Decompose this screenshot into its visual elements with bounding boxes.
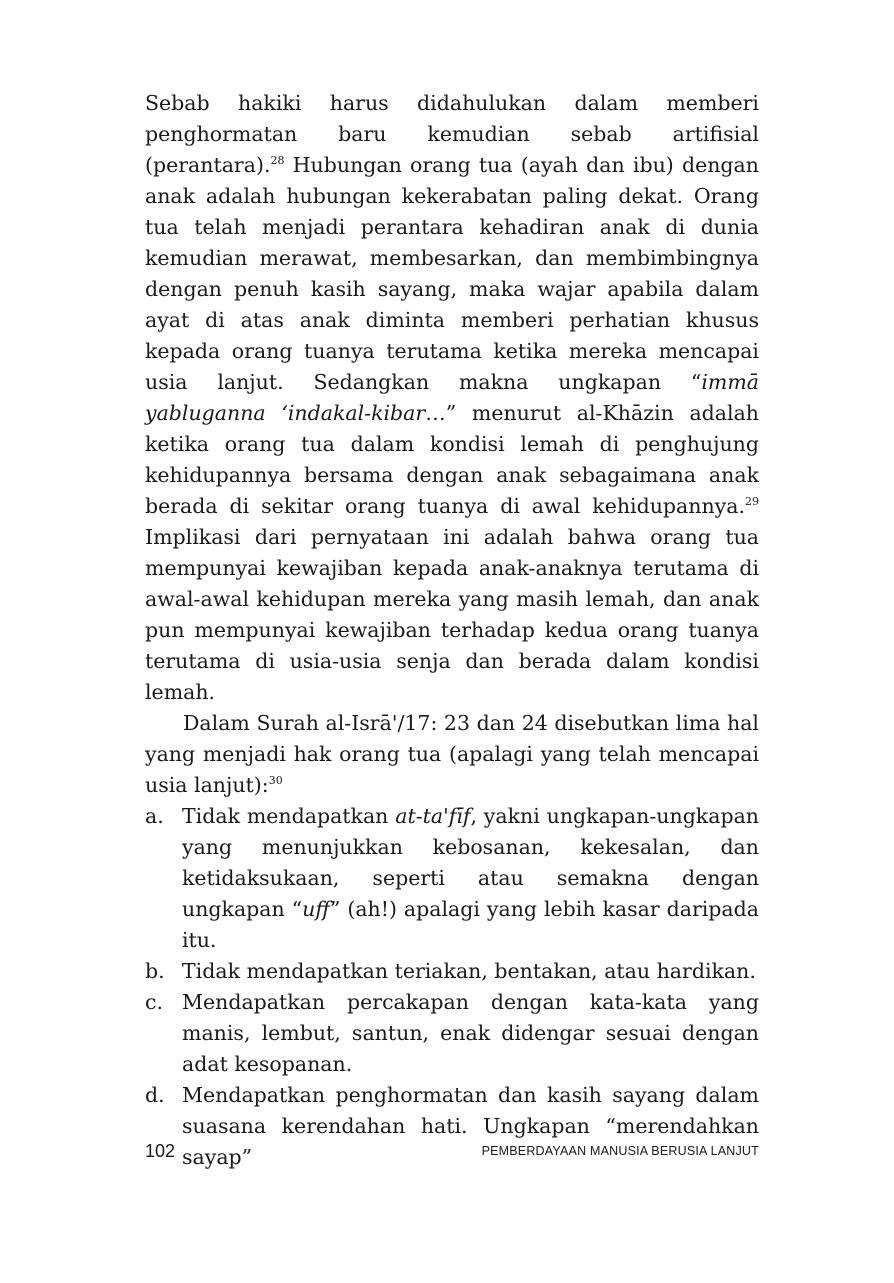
paragraph-2: Dalam Surah al-Isrā'/17: 23 dan 24 disebutkan lima hal yang menjadi hak orang tua (apalagi yang telah mencapai usia lanjut):$^{30}$ (145, 711, 759, 797)
rights-list (145, 801, 759, 1173)
list-marker: a. (145, 804, 164, 828)
list-marker: b. (145, 959, 165, 983)
running-title: PEMBERDAYAAN MANUSIA BERUSIA LANJUT (481, 1144, 759, 1158)
footnote-ref-28[interactable]: 28 (270, 154, 285, 168)
footnote-ref-30[interactable]: 30 (268, 774, 283, 788)
page-number: 102 (145, 1141, 176, 1161)
list-item-c: c. Mendapatkan percakapan dengan kata-kata yang manis, lembut, santun, enak didengar sesuai dengan adat kesopanan. (145, 987, 759, 1080)
list-marker: c. (145, 990, 163, 1014)
paragraph-1: Sebab hakiki harus didahulukan dalam memberi penghormatan baru kemudian sebab artifisial (perantara).$^{28}$ Hubungan orang tua (ayah dan ibu) dengan anak adalah hubungan kekerabatan paling dekat. Orang tua telah menjadi perantara kehadiran anak di dunia kemudian merawat, membesarkan, dan membimbingnya dengan penuh kasih sayang, maka wajar apabila dalam ayat di atas anak diminta memberi perhatian khusus kepada orang tuanya terutama ketika mereka mencapai usia lanjut. Sedangkan makna ungkapan “immā yabluganna ‘indakal-kibar…” menurut al-Khāzin adalah ketika orang tua dalam kondisi lemah di penghujung kehidupannya bersama dengan anak sebagaimana anak berada di sekitar orang tuanya di awal kehidupannya.$^{29}$ Implikasi dari pernyataan ini adalah bahwa orang tua mempunyai kewajiban kepada anak-anaknya terutama di awal-awal kehidupan mereka yang masih lemah, dan anak pun mempunyai kewajiban terhadap kedua orang tuanya terutama di usia-usia senja dan berada dalam kondisi lemah. (145, 91, 759, 704)
arabic-transliteration: immā yabluganna ‘indakal-kibar… (145, 370, 759, 425)
list-item-d: d. Mendapatkan penghormatan dan kasih sayang dalam suasana kerendahan hati. Ungkapan “merendahkan sayap” (145, 1080, 759, 1173)
list-item-a: a. Tidak mendapatkan at-ta'fīf, yakni ungkapan-ungkapan yang menunjukkan kebosanan, kekesalan, dan ketidaksukaan, seperti atau semakna dengan ungkapan “uff” (ah!) apalagi yang lebih kasar daripada itu. (145, 801, 759, 956)
list-item-b: b. Tidak mendapatkan teriakan, bentakan, atau hardikan. (145, 956, 759, 987)
footnote-ref-29[interactable]: 29 (745, 495, 759, 509)
list-marker: d. (145, 1083, 165, 1107)
page-body (145, 88, 759, 1173)
